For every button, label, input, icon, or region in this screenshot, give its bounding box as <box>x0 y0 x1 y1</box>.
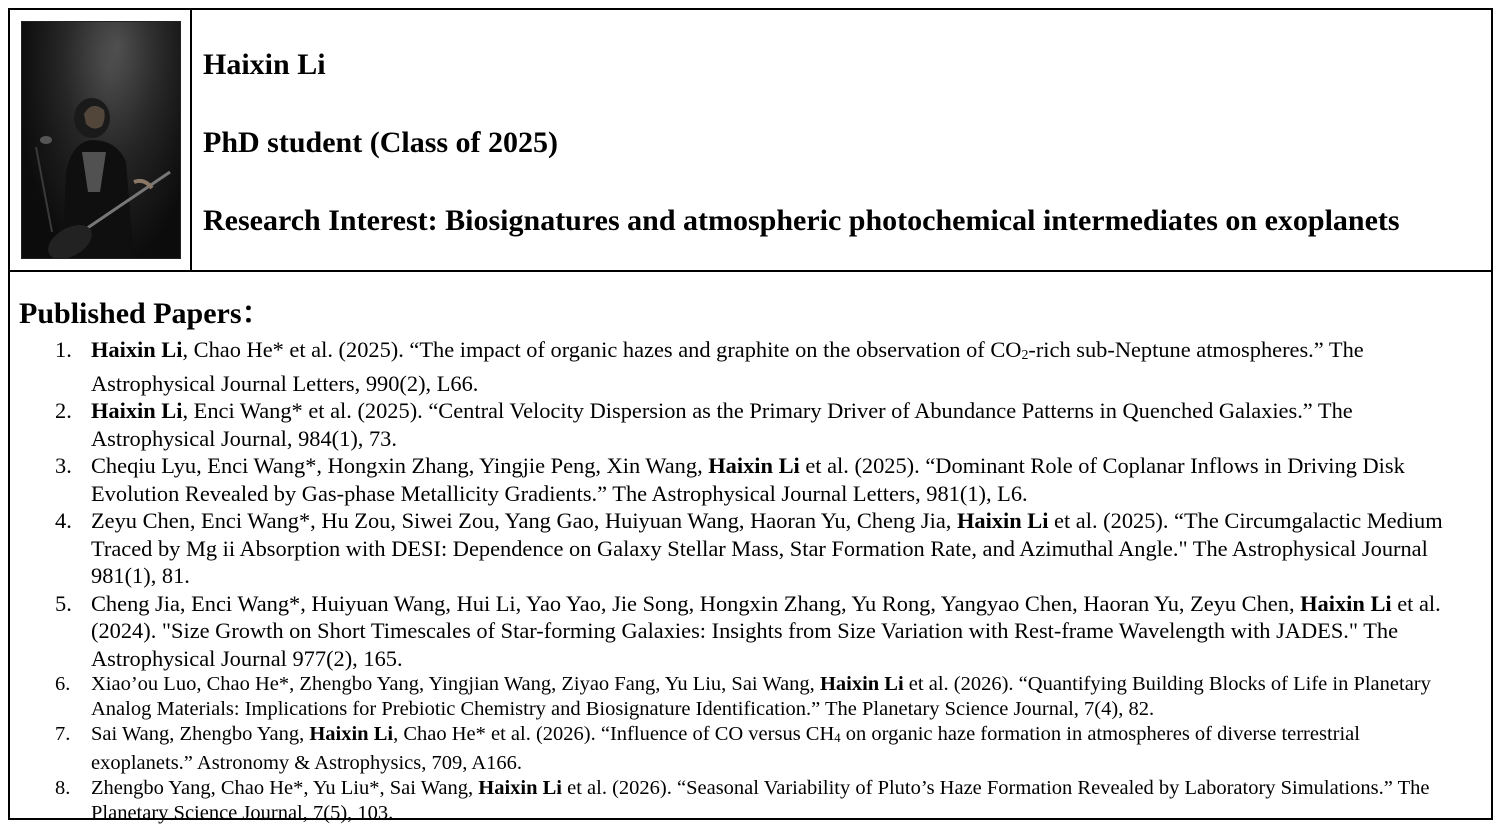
paper-citation: et al. (2026). “Seasonal Variability of Pluto’s Haze Formation Revealed by Laboratory Simulations.” The Planetary Science Journal, 7(5), 103. <box>91 776 1430 824</box>
paper-item <box>10 776 1491 826</box>
highlighted-author: Haixin Li <box>309 723 394 746</box>
paper-number: 4. <box>55 508 72 534</box>
profile-header-row <box>10 10 1491 272</box>
paper-citation: et al. (2026). “Quantifying Building Blocks of Life in Planetary Analog Materials: Implications for Prebiotic Chemistry and Biosignature Identification.” The Planetary Science Journal, 7(4), 82. <box>91 673 1431 721</box>
paper-citation: et al. (2025). “The Circumgalactic Medium Traced by Mg ii Absorption with DESI: Dependence on Galaxy Stellar Mass, Star Formation Rate, and Azimuthal Angle." The Astrophysical Journal 981(1), 81. <box>91 508 1443 589</box>
paper-citation: , Enci Wang* et al. (2025). “Central Velocity Dispersion as the Primary Driver of Abundance Patterns in Quenched Galaxies.” The Astrophysical Journal, 984(1), 73. <box>91 398 1353 451</box>
paper-item <box>10 507 1491 590</box>
paper-citation-rest: on organic haze formation in atmospheres of diverse terrestrial exoplanets.” Astronomy & Astrophysics, 709, A166. <box>91 723 1360 774</box>
paper-citation: et al. (2025). “Dominant Role of Coplanar Inflows in Driving Disk Evolution Revealed by Gas-phase Metallicity Gradients.” The Astrophysical Journal Letters, 981(1), L6. <box>91 453 1405 506</box>
paper-item <box>10 452 1491 507</box>
profile-table <box>8 8 1493 824</box>
profile-position: PhD student (Class of 2025) <box>203 126 559 159</box>
profile-name: Haixin Li <box>203 48 326 81</box>
paper-list <box>10 336 1491 826</box>
profile-info <box>203 10 1491 270</box>
highlighted-author: Haixin Li <box>819 673 904 696</box>
paper-authors-before: Sai Wang, Zhengbo Yang, <box>91 723 310 746</box>
paper-item <box>10 672 1491 722</box>
paper-authors-before: Zeyu Chen, Enci Wang*, Hu Zou, Siwei Zou, Yang Gao, Huiyuan Wang, Haoran Yu, Cheng Jia, <box>91 508 957 534</box>
publications-heading-suffix: ： <box>241 297 272 330</box>
highlighted-author: Haixin Li <box>91 398 183 424</box>
highlighted-author: Haixin Li <box>708 453 800 479</box>
photo-cell <box>10 10 192 270</box>
chemical-subscript: 4 <box>834 730 841 745</box>
paper-authors-before: Cheqiu Lyu, Enci Wang*, Hongxin Zhang, Yingjie Peng, Xin Wang, <box>91 453 709 479</box>
paper-number: 6. <box>55 673 71 696</box>
highlighted-author: Haixin Li <box>956 508 1049 534</box>
research-interest: Research Interest: Biosignatures and atmospheric photochemical intermediates on exoplanets <box>203 204 1400 237</box>
publications-heading-text: Published Papers <box>19 297 242 330</box>
paper-item <box>10 397 1491 452</box>
paper-number: 7. <box>55 723 71 746</box>
paper-number: 2. <box>55 398 72 424</box>
paper-number: 1. <box>55 337 72 362</box>
paper-item <box>10 336 1491 397</box>
publications-heading <box>19 288 272 332</box>
paper-citation-rest: -rich sub-Neptune atmospheres.” The Astrophysical Journal Letters, 990(2), L66. <box>91 337 1364 396</box>
highlighted-author: Haixin Li <box>91 337 183 362</box>
paper-authors-before: Cheng Jia, Enci Wang*, Huiyuan Wang, Hui Li, Yao Yao, Jie Song, Hongxin Zhang, Yu Rong, Yangyao Chen, Haoran Yu, Zeyu Chen, <box>91 590 1301 616</box>
paper-item <box>10 590 1491 673</box>
paper-citation: et al. (2024). "Size Growth on Short Timescales of Star-forming Galaxies: Insights from Size Variation with Rest-frame Wavelength with JADES." The Astrophysical Journal 977(2), 165. <box>91 590 1441 671</box>
paper-item <box>10 722 1491 776</box>
paper-citation: , Chao He* et al. (2025). “The impact of organic hazes and graphite on the observation of CO <box>182 337 1022 362</box>
chemical-subscript: 2 <box>1021 348 1029 364</box>
highlighted-author: Haixin Li <box>1300 590 1392 616</box>
highlighted-author: Haixin Li <box>478 776 562 799</box>
paper-number: 5. <box>55 590 72 616</box>
paper-citation: , Chao He* et al. (2026). “Influence of CO versus CH <box>393 723 835 746</box>
paper-authors-before: Xiao’ou Luo, Chao He*, Zhengbo Yang, Yingjian Wang, Ziyao Fang, Yu Liu, Sai Wang, <box>91 673 820 696</box>
paper-number: 3. <box>55 453 72 479</box>
paper-number: 8. <box>55 776 71 799</box>
profile-photo <box>21 21 181 259</box>
paper-authors-before: Zhengbo Yang, Chao He*, Yu Liu*, Sai Wang, <box>91 776 479 799</box>
